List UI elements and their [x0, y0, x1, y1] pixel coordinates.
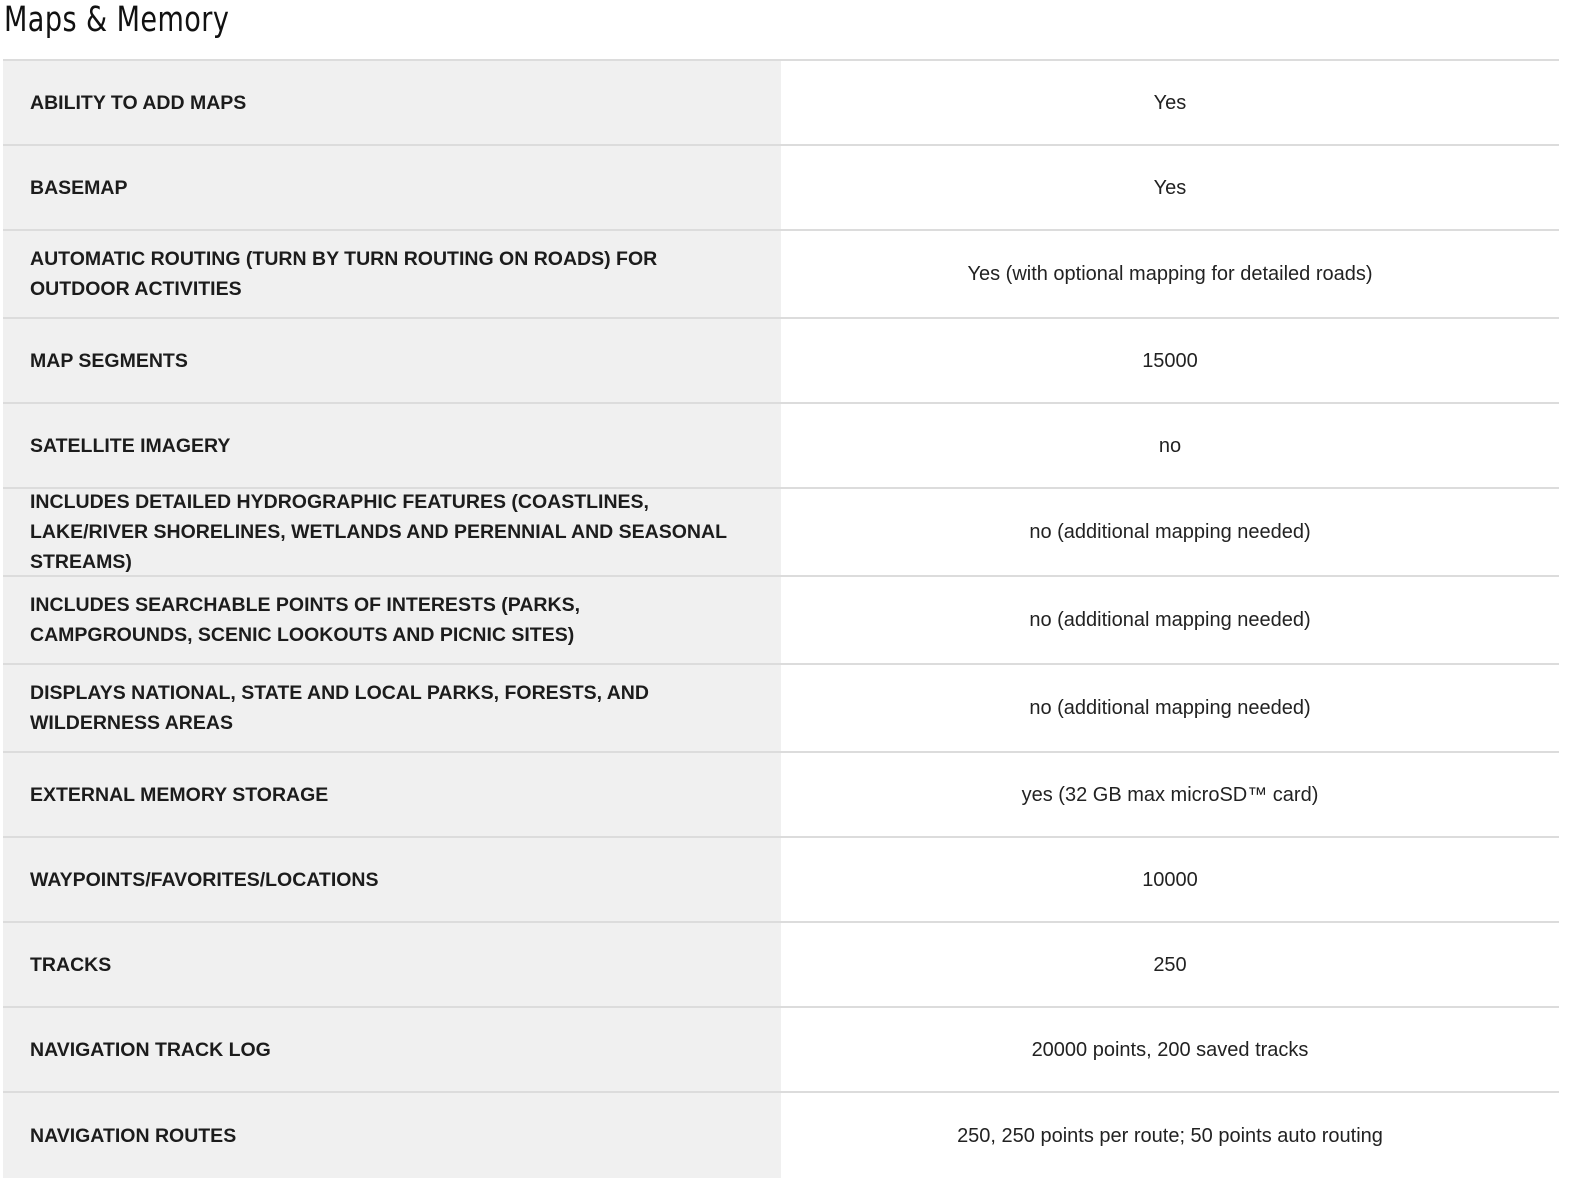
spec-row-tracks [3, 923, 1559, 1008]
spec-value: Yes (with optional mapping for detailed roads) [781, 231, 1559, 317]
spec-label: NAVIGATION TRACK LOG [3, 1008, 781, 1091]
spec-value: no (additional mapping needed) [781, 577, 1559, 663]
spec-row-parks-forests-wilderness [3, 665, 1559, 753]
spec-value: no (additional mapping needed) [781, 665, 1559, 751]
spec-label: INCLUDES DETAILED HYDROGRAPHIC FEATURES (COASTLINES, LAKE/RIVER SHORELINES, WETLANDS AND PERENNIAL AND SEASONAL STREAMS) [3, 489, 781, 575]
section-title: Maps & Memory [4, 0, 230, 40]
spec-label: EXTERNAL MEMORY STORAGE [3, 753, 781, 836]
spec-row-basemap [3, 146, 1559, 231]
spec-value: Yes [781, 61, 1559, 144]
spec-label: SATELLITE IMAGERY [3, 404, 781, 487]
spec-row-external-memory-storage [3, 753, 1559, 838]
spec-label: INCLUDES SEARCHABLE POINTS OF INTERESTS (PARKS, CAMPGROUNDS, SCENIC LOOKOUTS AND PICNIC SITES) [3, 577, 781, 663]
spec-label: NAVIGATION ROUTES [3, 1093, 781, 1178]
spec-row-waypoints [3, 838, 1559, 923]
spec-value: no [781, 404, 1559, 487]
specs-table [3, 59, 1559, 1178]
spec-label: DISPLAYS NATIONAL, STATE AND LOCAL PARKS, FORESTS, AND WILDERNESS AREAS [3, 665, 781, 751]
spec-value: 20000 points, 200 saved tracks [781, 1008, 1559, 1091]
spec-value: 250 [781, 923, 1559, 1006]
spec-label: MAP SEGMENTS [3, 319, 781, 402]
spec-value: no (additional mapping needed) [781, 489, 1559, 575]
spec-value: 250, 250 points per route; 50 points auto routing [781, 1093, 1559, 1178]
spec-value: 10000 [781, 838, 1559, 921]
spec-row-automatic-routing [3, 231, 1559, 319]
spec-row-ability-to-add-maps [3, 61, 1559, 146]
spec-row-navigation-track-log [3, 1008, 1559, 1093]
spec-row-satellite-imagery [3, 404, 1559, 489]
spec-value: 15000 [781, 319, 1559, 402]
spec-value: Yes [781, 146, 1559, 229]
spec-label: ABILITY TO ADD MAPS [3, 61, 781, 144]
spec-label: BASEMAP [3, 146, 781, 229]
spec-row-navigation-routes [3, 1093, 1559, 1178]
spec-label: AUTOMATIC ROUTING (TURN BY TURN ROUTING ON ROADS) FOR OUTDOOR ACTIVITIES [3, 231, 781, 317]
spec-row-map-segments [3, 319, 1559, 404]
spec-value: yes (32 GB max microSD™ card) [781, 753, 1559, 836]
spec-label: WAYPOINTS/FAVORITES/LOCATIONS [3, 838, 781, 921]
spec-label: TRACKS [3, 923, 781, 1006]
spec-row-points-of-interest [3, 577, 1559, 665]
spec-row-hydrographic-features [3, 489, 1559, 577]
